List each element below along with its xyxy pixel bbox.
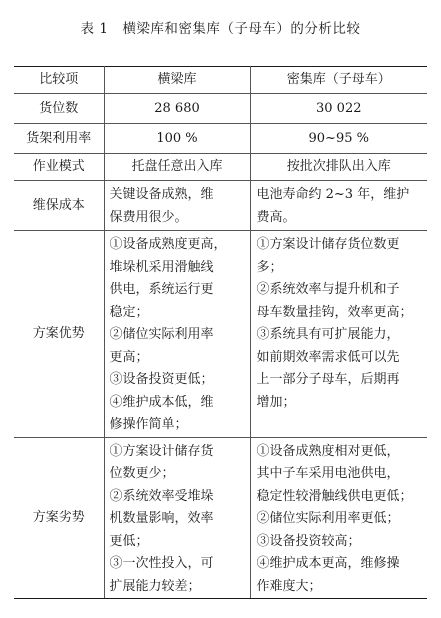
cell-line: 稳定； <box>109 304 149 320</box>
cell-line: ④维护成本更高，维修操 <box>256 556 400 571</box>
row-label: 货位数 <box>14 94 104 124</box>
cell-beam: 托盘任意出入库 <box>104 154 250 181</box>
cell-line: ②储位实际利用率 <box>109 327 214 342</box>
cell-line: 扩展能力较差； <box>109 578 201 594</box>
table-row-disadvantages <box>14 437 427 599</box>
cell-dense <box>250 437 427 599</box>
cell-beam <box>104 437 250 599</box>
cell-line: 堆垛机采用滑触线 <box>109 259 214 275</box>
cell-line: 供电，系统运行更 <box>109 282 214 297</box>
cell-line: ①方案设计储存货 <box>109 443 214 459</box>
cell-line: 关键设备成熟，维 <box>109 187 214 202</box>
cell-line: 更高； <box>109 349 149 365</box>
comparison-table <box>14 66 427 599</box>
cell-line: 更低； <box>109 533 149 549</box>
cell-dense: 按批次排队出入库 <box>250 154 427 181</box>
cell-line: 位数更少； <box>109 466 175 481</box>
cell-line: 电池寿命约 2~3 年，维护 <box>256 187 410 202</box>
cell-line: ④维护成本低，维 <box>109 394 214 410</box>
cell-line: 保费用很少。 <box>109 209 188 225</box>
cell-line: ③系统具有可扩展能力， <box>256 327 400 342</box>
row-label: 方案劣势 <box>14 437 104 599</box>
cell-line: 母车数量挂钩，效率更高； <box>256 304 413 320</box>
cell-dense: 90~95 % <box>250 124 427 154</box>
row-label: 货架利用率 <box>14 124 104 154</box>
table-row-utilization <box>14 124 427 154</box>
cell-line: 稳定性较滑触线供电更低； <box>256 488 413 504</box>
header-row <box>14 67 427 94</box>
cell-line: ②系统效率与提升机和子 <box>256 282 400 297</box>
header-label: 比较项 <box>14 67 104 94</box>
cell-line: 多； <box>256 259 283 275</box>
cell-line: 如前期效率需求低可以先 <box>256 349 400 365</box>
row-label: 作业模式 <box>14 154 104 181</box>
cell-dense: 30 022 <box>250 94 427 124</box>
row-label: 维保成本 <box>14 181 104 231</box>
table-title: 横梁库和密集库（子母车）的分析比较 <box>122 21 361 37</box>
cell-line: 机数量影响，效率 <box>109 511 214 526</box>
cell-beam: 28 680 <box>104 94 250 124</box>
cell-line: ③设备投资更低； <box>109 372 214 387</box>
cell-line: ②系统效率受堆垛 <box>109 488 214 504</box>
cell-line: 作难度大； <box>256 578 322 594</box>
cell-line: 增加； <box>256 394 296 410</box>
header-col-beam: 横梁库 <box>104 67 250 94</box>
header-col-dense: 密集库（子母车） <box>250 67 427 94</box>
cell-line: ③一次性投入，可 <box>109 556 214 571</box>
table-number: 表 1 <box>80 21 109 37</box>
row-label: 方案优势 <box>14 231 104 438</box>
cell-line: 其中子车采用电池供电， <box>256 466 400 481</box>
cell-beam <box>104 231 250 438</box>
cell-line: ①设备成熟度更高， <box>109 237 227 252</box>
cell-line: 修操作简单； <box>109 417 188 432</box>
table-row-cargo <box>14 94 427 124</box>
cell-line: ②储位实际利用率更低； <box>256 511 400 526</box>
table-caption <box>14 0 427 36</box>
table-row-mode <box>14 154 427 181</box>
cell-line: 费高。 <box>256 209 296 225</box>
cell-line: 上一部分子母车，后期再 <box>256 372 400 387</box>
cell-line: ③设备投资较高； <box>256 533 361 549</box>
cell-dense <box>250 181 427 231</box>
cell-dense <box>250 231 427 438</box>
cell-beam <box>104 181 250 231</box>
cell-beam: 100 % <box>104 124 250 154</box>
cell-line: ①方案设计储存货位数更 <box>256 237 400 252</box>
cell-line: ①设备成熟度相对更低， <box>256 443 400 459</box>
table-row-advantages <box>14 231 427 438</box>
table-row-cost <box>14 181 427 231</box>
